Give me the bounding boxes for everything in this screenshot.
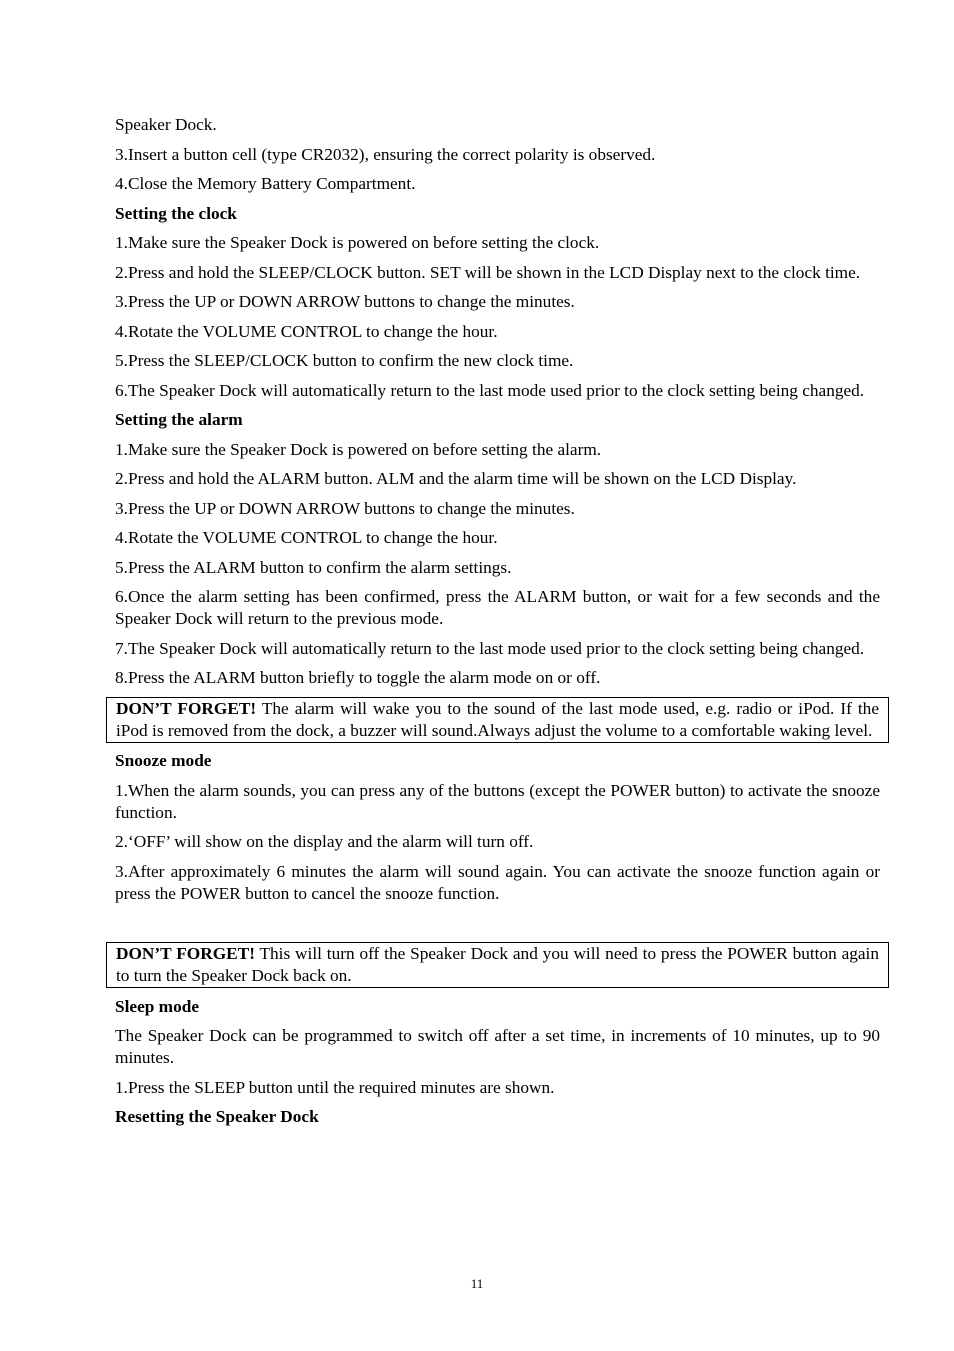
alarm-step: 4.Rotate the VOLUME CONTROL to change the hour. [115,528,498,547]
clock-heading: Setting the clock [115,203,237,223]
clock-step: 1.Make sure the Speaker Dock is powered on before setting the clock. [115,233,600,252]
callout-label: DON’T FORGET! [116,698,257,718]
clock-step: 2.Press and hold the SLEEP/CLOCK button. SET will be shown in the LCD Display next to the clock time. [115,262,861,282]
alarm-heading: Setting the alarm [115,410,243,429]
callout-label: DON’T FORGET! [116,944,255,963]
clock-step: 4.Rotate the VOLUME CONTROL to change the hour. [115,321,498,341]
alarm-step: 8.Press the ALARM button briefly to toggle the alarm mode on or off. [115,668,601,687]
callout-text: This will turn off the Speaker Dock and you will need to press the POWER button again to turn the Speaker Dock back on. [116,944,880,985]
callout-text: The alarm will wake you to the sound of the last mode used, e.g. radio or iPod. If the iPod is removed from the dock, a buzzer will sound.Always adjust the volume to a comfortable waking level. [116,698,879,740]
snooze-step: 2.‘OFF’ will show on the display and the alarm will turn off. [115,832,534,851]
alarm-step: 7.The Speaker Dock will automatically return to the last mode used prior to the clock setting being changed. [115,638,865,658]
snooze-heading: Snooze mode [115,751,212,770]
page-number: 11 [470,1276,484,1291]
intro-step-4: 4.Close the Memory Battery Compartment. [115,174,416,193]
sleep-step: 1.Press the SLEEP button until the required minutes are shown. [115,1077,555,1097]
clock-step: 3.Press the UP or DOWN ARROW buttons to change the minutes. [115,292,575,311]
document-page [115,114,880,1136]
clock-step: 5.Press the SLEEP/CLOCK button to confirm the new clock time. [115,351,574,370]
alarm-step: 2.Press and hold the ALARM button. ALM and the alarm time will be shown on the LCD Display. [115,469,797,488]
vertical-spacer [115,912,880,942]
clock-step: 6.The Speaker Dock will automatically return to the last mode used prior to the clock setting being changed. [115,380,865,400]
intro-continued: Speaker Dock. [115,115,217,134]
alarm-step: 3.Press the UP or DOWN ARROW buttons to change the minutes. [115,498,575,518]
intro-step-3: 3.Insert a button cell (type CR2032), ensuring the correct polarity is observed. [115,144,656,164]
reset-heading: Resetting the Speaker Dock [115,1107,319,1126]
sleep-description: The Speaker Dock can be programmed to switch off after a set time, in increments of 10 minutes, up to 90 minutes. [115,1026,880,1067]
alarm-step: 5.Press the ALARM button to confirm the alarm settings. [115,557,512,577]
sleep-heading: Sleep mode [115,996,200,1016]
snooze-dont-forget-callout [106,942,889,988]
snooze-step: 1.When the alarm sounds, you can press any of the buttons (except the POWER button) to activate the snooze function. [115,780,880,822]
alarm-step: 1.Make sure the Speaker Dock is powered on before setting the alarm. [115,439,602,459]
alarm-dont-forget-callout [106,697,889,743]
alarm-step: 6.Once the alarm setting has been confirmed, press the ALARM button, or wait for a few seconds and the Speaker Dock will return to the previous mode. [115,587,880,628]
snooze-step: 3.After approximately 6 minutes the alarm will sound again. You can activate the snooze function again or press the POWER button to cancel the snooze function. [115,861,880,903]
